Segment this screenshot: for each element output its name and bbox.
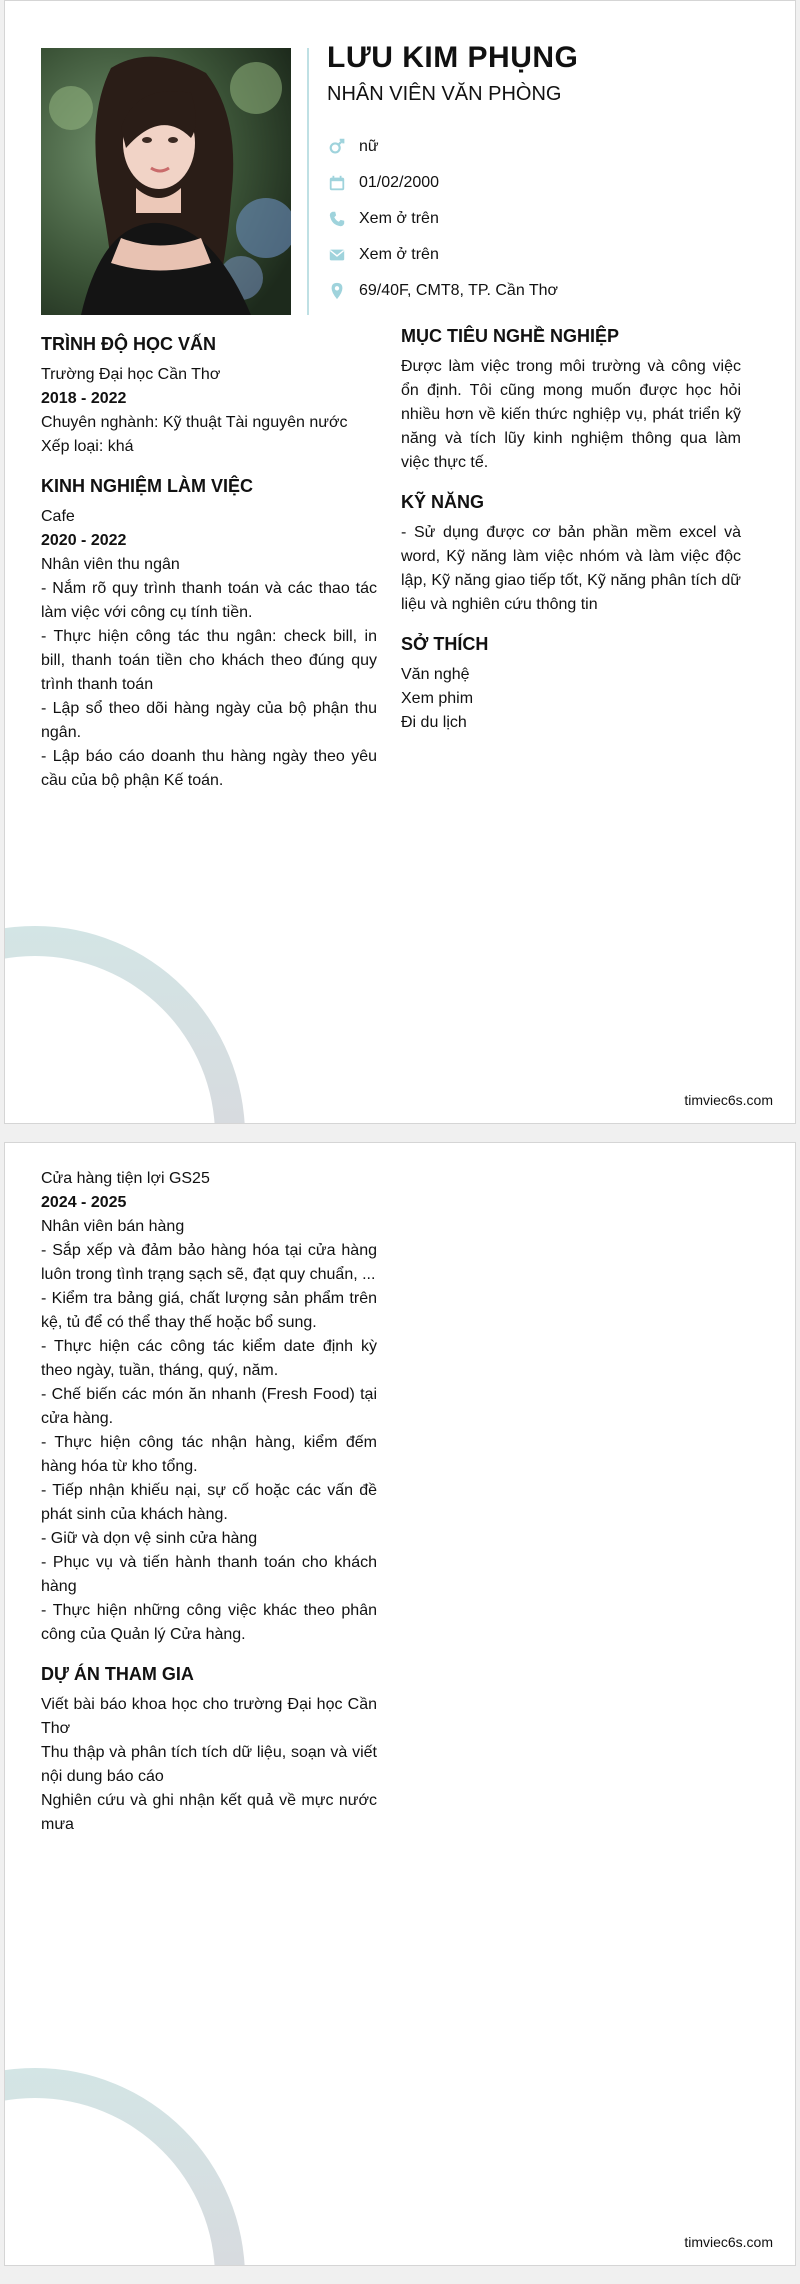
- project-item: Thu thập và phân tích tích dữ liệu, soạn và viết nội dung báo cáo: [41, 1744, 377, 1785]
- job-role: Nhân viên thu ngân: [41, 556, 180, 573]
- job-duty: - Chế biến các món ăn nhanh (Fresh Food) tại cửa hàng.: [41, 1386, 377, 1427]
- job-duty: - Tiếp nhận khiếu nại, sự cố hoặc các vấn đề phát sinh của khách hàng.: [41, 1482, 377, 1523]
- experience-continued: [41, 1167, 377, 1647]
- objective-text: Được làm việc trong môi trường và công việc ổn định. Tôi cũng mong muốn được học hỏi nhiều hơn về kiến thức nghiệp vụ, phát triển kỹ năng và tích lũy kinh nghiệm thông qua làm việc thực tế.: [401, 358, 741, 471]
- education-heading: TRÌNH ĐỘ HỌC VẤN: [41, 334, 216, 354]
- projects-section: [41, 1663, 377, 1837]
- experience-section: [41, 475, 377, 793]
- birthday-value: 01/02/2000: [359, 174, 440, 191]
- candidate-name: LƯU KIM PHỤNG: [327, 41, 579, 74]
- job-period: 2024 - 2025: [41, 1194, 127, 1211]
- contact-email: [327, 243, 439, 267]
- contact-address: [327, 279, 558, 303]
- experience-heading: KINH NGHIỆM LÀM VIỆC: [41, 476, 254, 496]
- left-column-continued: [41, 1167, 377, 1853]
- profile-photo: [41, 48, 291, 315]
- job-duty: - Sắp xếp và đảm bảo hàng hóa tại cửa hàng luôn trong tình trạng sạch sẽ, đạt quy chuẩn, ...: [41, 1242, 377, 1283]
- decorative-arc: [4, 926, 245, 1124]
- education-school: Trường Đại học Cần Thơ: [41, 366, 221, 383]
- header-divider: [307, 48, 309, 315]
- projects-heading: DỰ ÁN THAM GIA: [41, 1664, 194, 1684]
- left-column: [41, 333, 377, 809]
- contact-gender: [327, 135, 379, 159]
- job-duty: - Thực hiện công tác thu ngân: check bill, in bill, thanh toán tiền cho khách theo đúng quy trình thanh toán: [41, 628, 377, 693]
- phone-icon: [327, 209, 347, 229]
- footer-site: timviec6s.com: [684, 1092, 773, 1108]
- job-company: Cửa hàng tiện lợi GS25: [41, 1170, 210, 1187]
- objective-heading: MỤC TIÊU NGHỀ NGHIỆP: [401, 326, 620, 346]
- skills-section: [401, 491, 741, 617]
- gender-icon: [327, 137, 347, 157]
- envelope-icon: [327, 245, 347, 265]
- skills-heading: KỸ NĂNG: [401, 492, 485, 512]
- project-item: Viết bài báo khoa học cho trường Đại học Cần Thơ: [41, 1696, 377, 1737]
- education-major: Chuyên nghành: Kỹ thuật Tài nguyên nước: [41, 414, 348, 431]
- address-value: 69/40F, CMT8, TP. Cần Thơ: [359, 282, 559, 299]
- education-period: 2018 - 2022: [41, 390, 127, 407]
- phone-value: Xem ở trên: [359, 210, 439, 227]
- job-duty: - Nắm rõ quy trình thanh toán và các thao tác làm việc với công cụ tính tiền.: [41, 580, 377, 621]
- right-column: [401, 325, 741, 751]
- job-company: Cafe: [41, 508, 75, 525]
- footer-site: timviec6s.com: [684, 2234, 773, 2250]
- email-value: Xem ở trên: [359, 246, 439, 263]
- job-duty: - Thực hiện công tác nhận hàng, kiểm đếm hàng hóa từ kho tổng.: [41, 1434, 377, 1475]
- job-role: Nhân viên bán hàng: [41, 1218, 185, 1235]
- job-duty: - Lập báo cáo doanh thu hàng ngày theo yêu cầu của bộ phận Kế toán.: [41, 748, 377, 789]
- location-pin-icon: [327, 281, 347, 301]
- hobby-item: Xem phim: [401, 690, 474, 707]
- job-duty: - Kiểm tra bảng giá, chất lượng sản phẩm trên kệ, tủ để có thể thay thế hoặc bổ sung.: [41, 1290, 377, 1331]
- job-duty: - Lập sổ theo dõi hàng ngày của bộ phận thu ngân.: [41, 700, 377, 741]
- job-duty: - Giữ và dọn vệ sinh cửa hàng: [41, 1530, 258, 1547]
- education-section: [41, 333, 377, 459]
- decorative-arc: [4, 2068, 245, 2266]
- hobby-item: Đi du lịch: [401, 714, 467, 731]
- job-duty: - Thực hiện những công việc khác theo phân công của Quản lý Cửa hàng.: [41, 1602, 377, 1643]
- hobbies-section: [401, 633, 741, 735]
- contact-birthday: [327, 171, 439, 195]
- candidate-position: NHÂN VIÊN VĂN PHÒNG: [327, 83, 562, 105]
- cv-page-1: [4, 0, 796, 1124]
- calendar-icon: [327, 173, 347, 193]
- education-grade: Xếp loại: khá: [41, 438, 134, 455]
- job-duty: - Phục vụ và tiến hành thanh toán cho khách hàng: [41, 1554, 377, 1595]
- objective-section: [401, 325, 741, 475]
- hobbies-heading: SỞ THÍCH: [401, 634, 489, 654]
- gender-value: nữ: [359, 138, 379, 155]
- skills-text: - Sử dụng được cơ bản phần mềm excel và word, Kỹ năng làm việc nhóm và làm việc độc lập, Kỹ năng giao tiếp tốt, Kỹ năng phân tích dữ liệu và nghiên cứu thông tin: [401, 524, 741, 613]
- cv-page-2: [4, 1142, 796, 2266]
- job-period: 2020 - 2022: [41, 532, 127, 549]
- job-duty: - Thực hiện các công tác kiểm date định kỳ theo ngày, tuần, tháng, quý, năm.: [41, 1338, 377, 1379]
- contact-phone: [327, 207, 439, 231]
- hobby-item: Văn nghệ: [401, 666, 470, 683]
- project-item: Nghiên cứu và ghi nhận kết quả về mực nước mưa: [41, 1792, 377, 1833]
